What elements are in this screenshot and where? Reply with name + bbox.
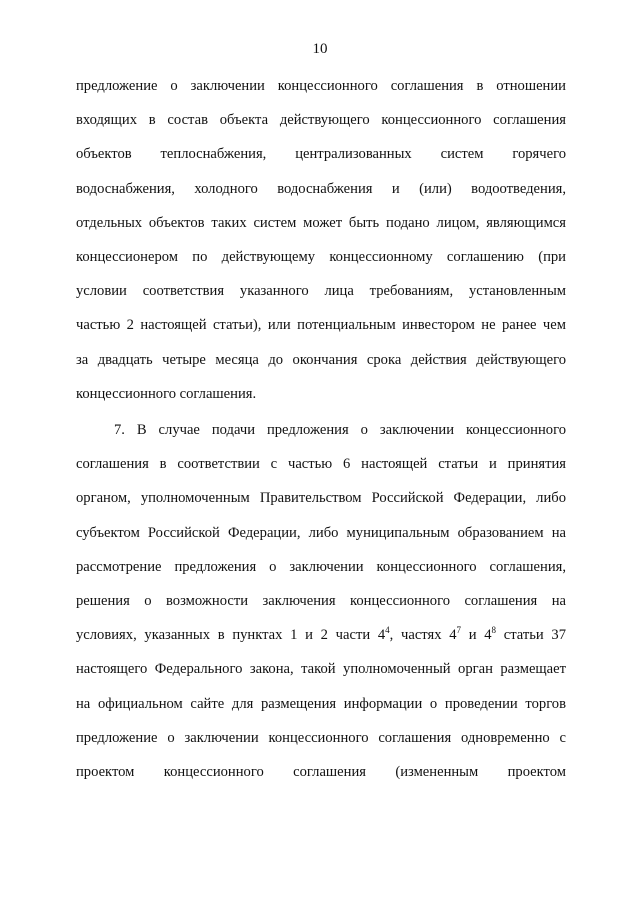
paragraph-7 [76,413,566,789]
text-line: соглашения в соответствии с частью 6 настоящей статьи и принятия [76,456,566,473]
text-line: за двадцать четыре месяца до окончания срока действия действующего [76,351,566,368]
text-line: водоснабжения, холодного водоснабжения и (или) водоотведения, [76,180,566,197]
text-line: отдельных объектов таких систем может быть подано лицом, являющимся [76,214,566,231]
text-fragment: условиях, указанных в пунктах 1 и 2 части 4 [76,627,386,644]
text-line: предложение о заключении концессионного соглашения одновременно с [76,729,566,746]
text-line-with-superscripts [76,618,566,652]
text-line: 7. В случае подачи предложения о заключении концессионного [114,422,566,438]
text-line: проектом концессионного соглашения (измененным проектом [76,763,566,780]
text-line: предложение о заключении концессионного соглашения в отношении [76,78,566,94]
text-line: входящих в состав объекта действующего концессионного соглашения [76,112,566,129]
text-line: на официальном сайте для размещения информации о проведении торгов [76,695,566,712]
superscript: 8 [491,625,497,636]
text-line: субъектом Российской Федерации, либо муниципальным образованием на [76,524,566,541]
text-fragment: статьи 37 [496,627,566,644]
text-line: частью 2 настоящей статьи), или потенциальным инвестором не ранее чем [76,317,566,334]
text-line: рассмотрение предложения о заключении концессионного соглашения, [76,558,566,575]
paragraph-continuation [76,69,566,411]
text-line: решения о возможности заключения концессионного соглашения на [76,592,566,609]
text-fragment: , частях 4 [389,627,457,644]
superscript: 4 [385,625,390,636]
text-line: объектов теплоснабжения, централизованных систем горячего [76,146,566,163]
text-line: настоящего Федерального закона, такой уполномоченный орган размещает [76,661,566,678]
text-line: концессионного соглашения. [76,385,257,402]
text-line: органом, уполномоченным Правительством Российской Федерации, либо [76,490,566,507]
superscript: 7 [456,625,461,636]
text-line: концессионером по действующему концессионному соглашению (при [76,248,566,265]
text-line: условии соответствия указанного лица требованиям, установленным [76,283,566,300]
text-fragment: и 4 [461,627,492,644]
page-number: 10 [312,41,328,57]
